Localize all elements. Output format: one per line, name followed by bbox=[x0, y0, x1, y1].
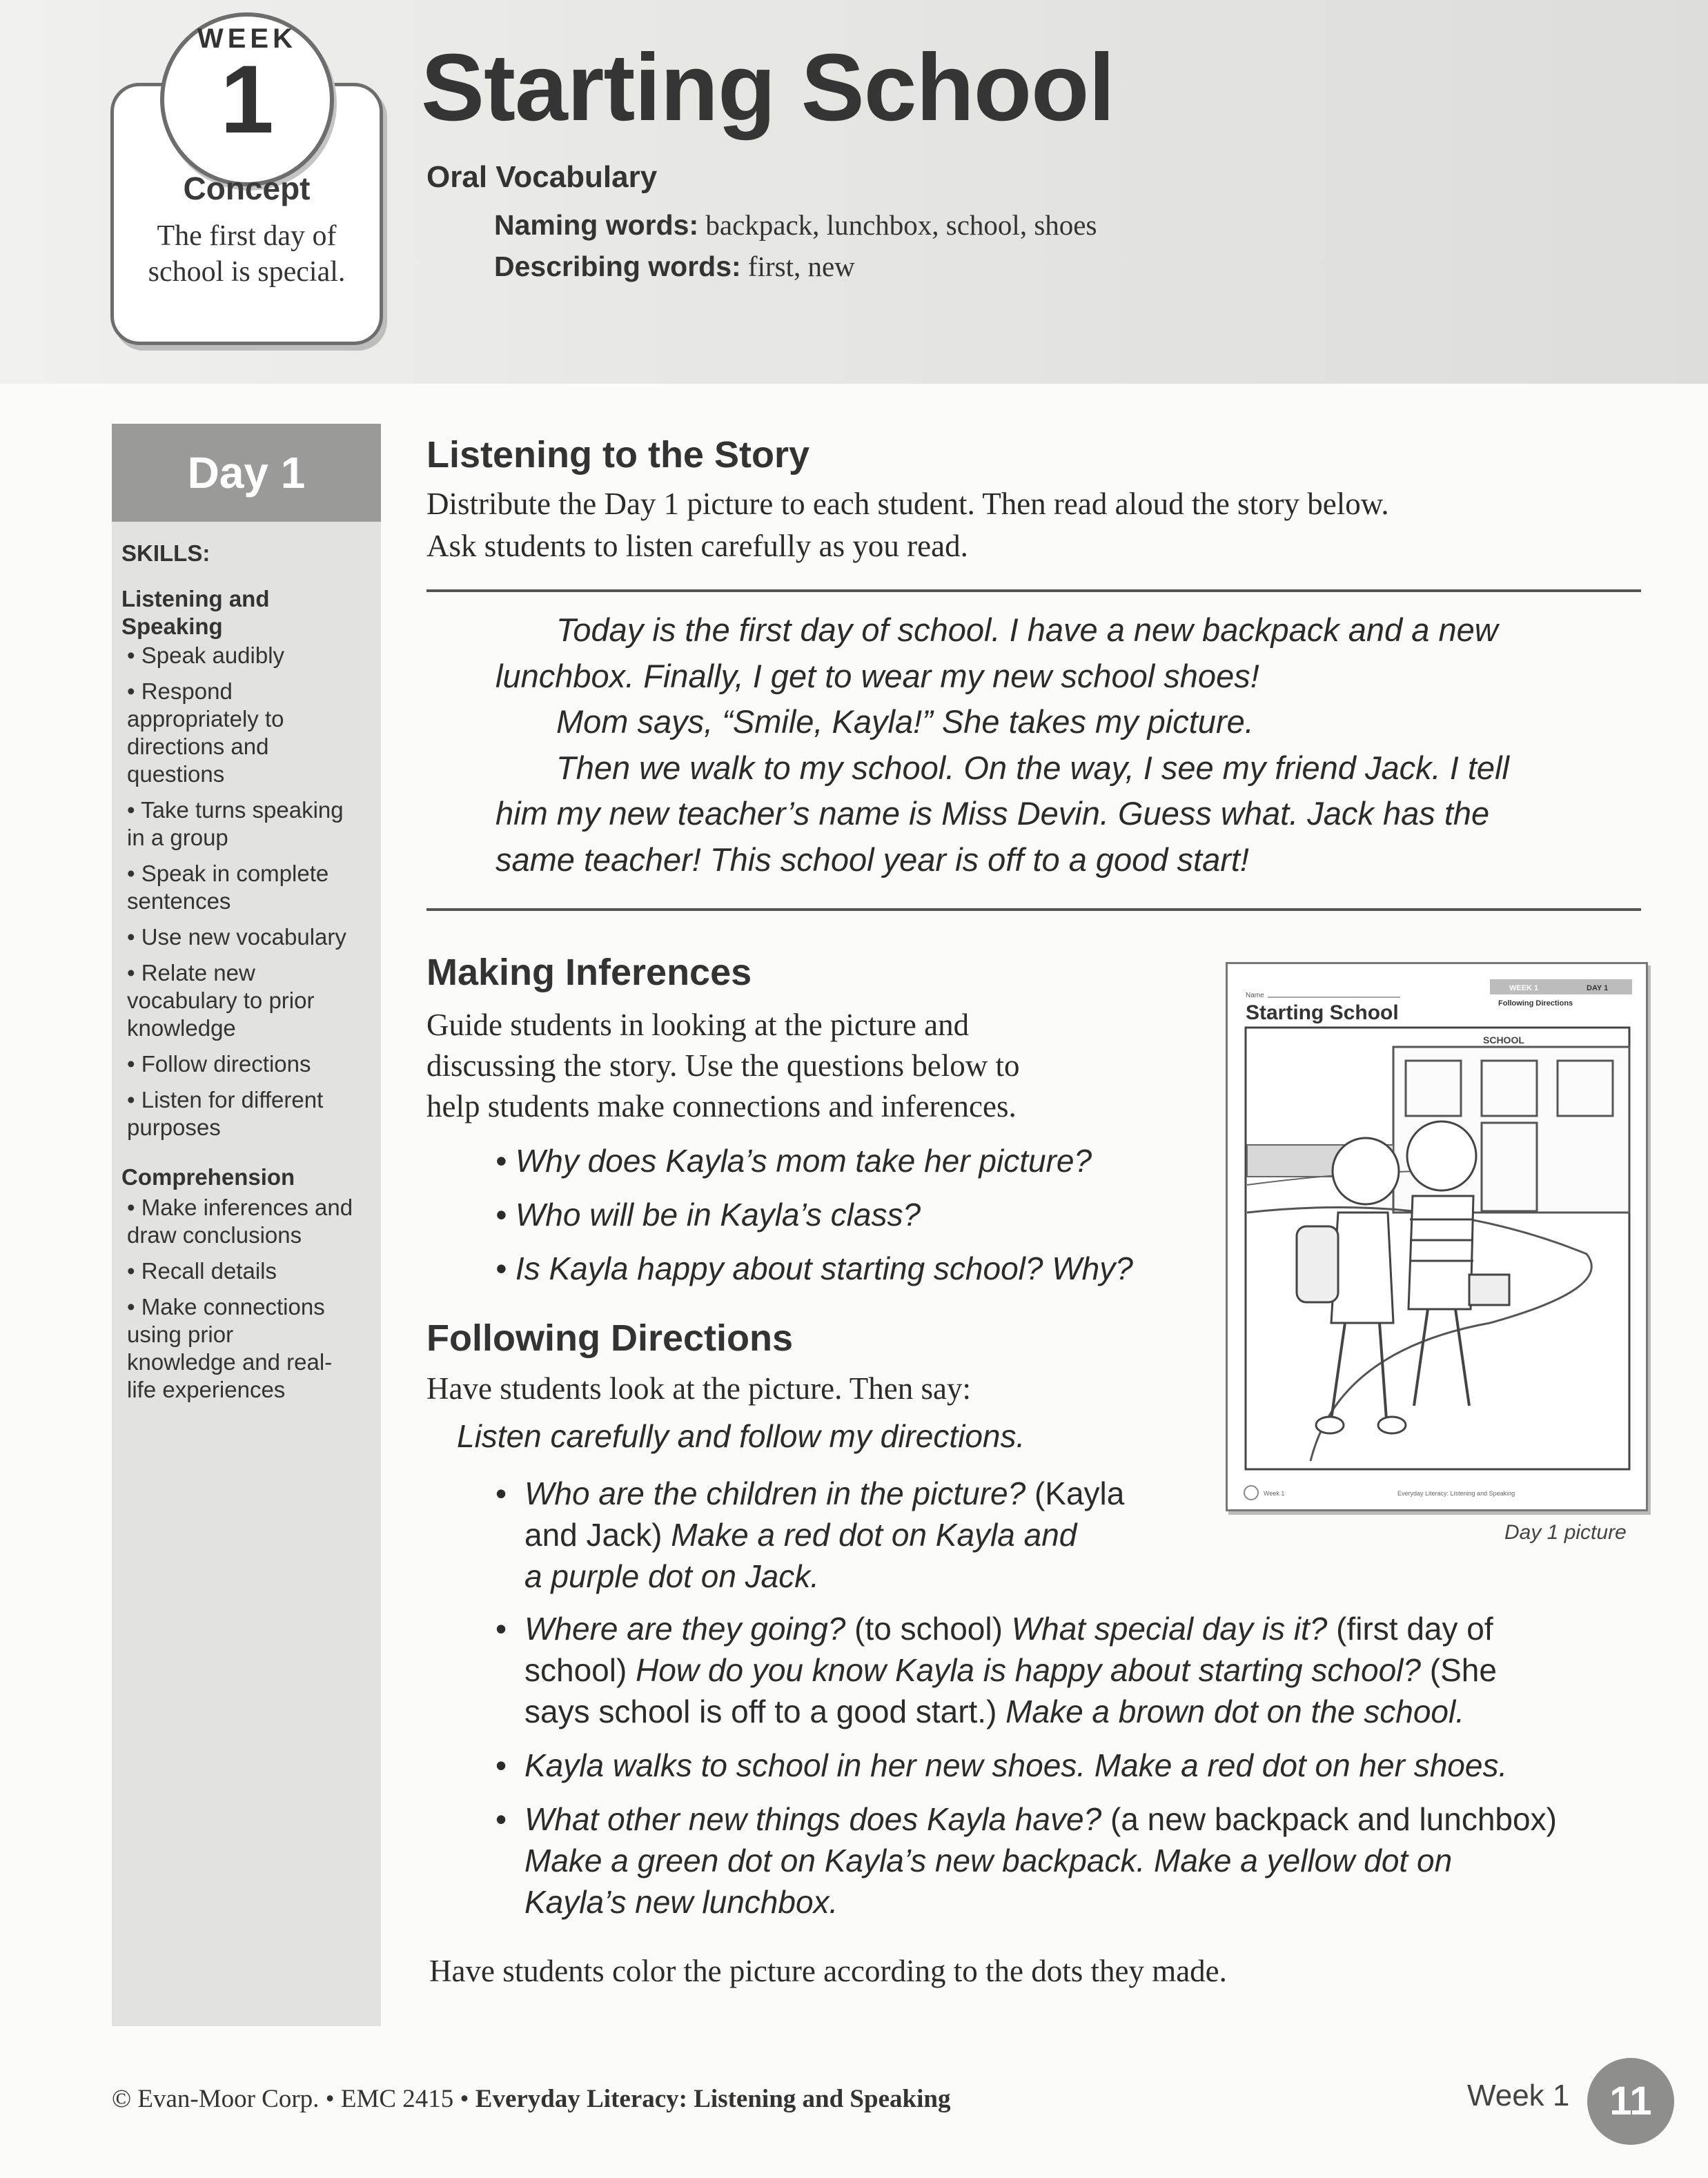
skill-line: • Make inferences and bbox=[127, 1195, 353, 1220]
direction-line bbox=[524, 1691, 1655, 1732]
direction-answer: (a new backpack and lunchbox) bbox=[1101, 1801, 1557, 1837]
logo-icon bbox=[1244, 1486, 1258, 1500]
text-line: discussing the story. Use the questions below to bbox=[426, 1048, 1020, 1083]
copyright: © Evan-Moor Corp. • EMC 2415 • bbox=[112, 2085, 475, 2113]
page-title: Starting School bbox=[421, 35, 1115, 141]
girl-head bbox=[1333, 1138, 1399, 1204]
direction-instruction: a purple dot on Jack. bbox=[524, 1558, 820, 1594]
skill-line: • Take turns speaking bbox=[127, 797, 344, 823]
direction-answer: (She bbox=[1420, 1652, 1497, 1688]
direction-question: What other new things does Kayla have? bbox=[524, 1801, 1102, 1837]
skill-item bbox=[121, 1194, 374, 1249]
skill-line: draw conclusions bbox=[127, 1222, 302, 1248]
naming-words bbox=[494, 208, 1097, 242]
day1-picture-illustration bbox=[1228, 964, 1646, 1509]
school-sign: SCHOOL bbox=[1483, 1034, 1524, 1046]
skill-line: • Speak in complete bbox=[127, 861, 329, 886]
direction-item bbox=[495, 1608, 1655, 1732]
skill-item bbox=[121, 1050, 374, 1078]
text-line: help students make connections and inferences. bbox=[426, 1089, 1017, 1124]
comprehension-heading: Comprehension bbox=[121, 1164, 295, 1190]
day-label: Day 1 bbox=[112, 424, 381, 522]
skill-line: • Listen for different bbox=[127, 1087, 324, 1112]
bullet: • bbox=[495, 1747, 507, 1783]
directions-title: Following Directions bbox=[426, 1317, 794, 1359]
inference-question: • Who will be in Kayla’s class? bbox=[495, 1197, 921, 1233]
skill-item bbox=[121, 959, 374, 1042]
listening-instructions bbox=[426, 483, 1389, 567]
skill-line: knowledge bbox=[127, 1015, 236, 1041]
inference-question: • Why does Kayla’s mom take her picture? bbox=[495, 1143, 1092, 1179]
text-line: Guide students in looking at the picture and bbox=[426, 1008, 970, 1042]
story-line: lunchbox. Finally, I get to wear my new school shoes! bbox=[495, 657, 1259, 694]
day1-picture bbox=[1226, 962, 1648, 1511]
story-line: same teacher! This school year is off to a good start! bbox=[495, 841, 1249, 878]
skill-line: purposes bbox=[127, 1115, 221, 1140]
story-line: him my new teacher’s name is Miss Devin. Guess what. Jack has the bbox=[495, 795, 1490, 832]
boy-head bbox=[1407, 1121, 1476, 1190]
story-line: Today is the first day of school. I have a new backpack and a new bbox=[556, 611, 1498, 648]
skill-line: appropriately to bbox=[127, 706, 284, 732]
oral-vocabulary-title: Oral Vocabulary bbox=[426, 160, 658, 194]
picture-title: Starting School bbox=[1246, 1001, 1399, 1024]
skill-item bbox=[121, 860, 374, 915]
bullet: • bbox=[495, 1475, 507, 1511]
book-title: Everyday Literacy: Listening and Speaking bbox=[475, 2085, 951, 2113]
direction-line bbox=[524, 1608, 1655, 1649]
skill-line: • Make connections bbox=[127, 1294, 325, 1319]
concept-line: The first day of bbox=[157, 220, 337, 252]
direction-instruction: Make a green dot on Kayla’s new backpack. Make a yellow dot on bbox=[524, 1843, 1453, 1878]
direction-item bbox=[495, 1473, 1186, 1597]
skill-item bbox=[121, 1293, 374, 1404]
direction-instruction: Kayla’s new lunchbox. bbox=[524, 1884, 838, 1920]
skill-line: life experiences bbox=[127, 1377, 286, 1402]
bullet: • bbox=[495, 1801, 507, 1837]
directions-intro: Have students look at the picture. Then say: bbox=[426, 1371, 971, 1406]
picture-footer-book: Everyday Literacy: Listening and Speaking bbox=[1397, 1490, 1515, 1497]
picture-footer-week: Week 1 bbox=[1264, 1490, 1285, 1497]
inferences-text bbox=[426, 1005, 1020, 1127]
skill-item bbox=[121, 796, 374, 852]
concept-title: Concept bbox=[183, 170, 311, 206]
direction-answer: school) bbox=[524, 1652, 636, 1688]
skill-line: questions bbox=[127, 761, 225, 787]
page-number: 11 bbox=[1587, 2058, 1674, 2145]
direction-line bbox=[524, 1881, 1669, 1923]
skill-item bbox=[121, 678, 374, 788]
skill-line: • Relate new bbox=[127, 960, 255, 985]
footer-week: Week 1 bbox=[1467, 2079, 1570, 2112]
skill-line: vocabulary to prior bbox=[127, 988, 315, 1013]
skill-line: • Respond bbox=[127, 678, 233, 704]
direction-answer: (first day of bbox=[1327, 1611, 1493, 1647]
skill-line: • Follow directions bbox=[127, 1051, 311, 1077]
girl-body bbox=[1331, 1213, 1393, 1323]
name-label: Name bbox=[1246, 992, 1264, 999]
direction-item bbox=[495, 1798, 1669, 1923]
inferences-title: Making Inferences bbox=[426, 952, 752, 993]
girl-shoe bbox=[1378, 1417, 1406, 1433]
skill-item bbox=[121, 1086, 374, 1141]
skill-line: • Use new vocabulary bbox=[127, 924, 346, 950]
direction-answer: and Jack) bbox=[524, 1517, 671, 1553]
direction-text bbox=[524, 1608, 1655, 1732]
tag-sub: Following Directions bbox=[1498, 999, 1573, 1008]
story-text bbox=[495, 607, 1586, 883]
closing-instruction: Have students color the picture according to the dots they made. bbox=[429, 1954, 1227, 1988]
skill-line: knowledge and real- bbox=[127, 1349, 333, 1375]
comprehension-skills-list bbox=[121, 1194, 374, 1404]
direction-line bbox=[524, 1649, 1655, 1691]
direction-answer: says school is off to a good start.) bbox=[524, 1694, 1006, 1729]
skill-line: sentences bbox=[127, 888, 231, 914]
direction-instruction: Kayla walks to school in her new shoes. Make a red dot on her shoes. bbox=[524, 1747, 1508, 1783]
heading-line: Listening and bbox=[121, 586, 270, 611]
concept-line: school is special. bbox=[148, 256, 346, 288]
direction-line bbox=[524, 1473, 1186, 1514]
footer-credit bbox=[112, 2084, 950, 2114]
tag-week: WEEK 1 bbox=[1509, 984, 1539, 992]
listening-skills-list bbox=[121, 642, 374, 1141]
describing-words bbox=[494, 250, 855, 283]
directions-prompt: Listen carefully and follow my directions. bbox=[457, 1418, 1025, 1454]
bullet: • bbox=[495, 1611, 507, 1647]
skill-line: • Speak audibly bbox=[127, 642, 285, 668]
naming-label: Naming words: bbox=[494, 209, 699, 241]
week-label: WEEK bbox=[197, 23, 297, 54]
story-rule-top bbox=[426, 589, 1641, 592]
instruction-line: Distribute the Day 1 picture to each student. Then read aloud the story below. bbox=[426, 487, 1389, 521]
story-rule-bottom bbox=[426, 908, 1641, 911]
direction-item bbox=[495, 1745, 1669, 1786]
direction-answer: (to school) bbox=[845, 1611, 1012, 1647]
skill-line: in a group bbox=[127, 825, 228, 850]
direction-text bbox=[524, 1473, 1186, 1597]
listening-speaking-heading bbox=[121, 585, 374, 640]
direction-question: How do you know Kayla is happy about starting school? bbox=[636, 1652, 1421, 1688]
skill-item bbox=[121, 923, 374, 951]
naming-list: backpack, lunchbox, school, shoes bbox=[698, 209, 1097, 241]
skill-line: directions and bbox=[127, 734, 269, 759]
picture-caption: Day 1 picture bbox=[1504, 1521, 1627, 1544]
week-number: 1 bbox=[220, 45, 274, 153]
boy-body bbox=[1408, 1196, 1473, 1309]
week-badge bbox=[160, 12, 334, 186]
skill-item bbox=[121, 1257, 374, 1285]
direction-question: Who are the children in the picture? bbox=[524, 1475, 1026, 1511]
describing-label: Describing words: bbox=[494, 251, 741, 282]
lunchbox bbox=[1469, 1275, 1509, 1305]
direction-answer: (Kayla bbox=[1025, 1475, 1125, 1511]
direction-text bbox=[524, 1798, 1669, 1923]
direction-question: What special day is it? bbox=[1011, 1611, 1328, 1647]
describing-list: first, new bbox=[740, 251, 855, 282]
instruction-line: Ask students to listen carefully as you read. bbox=[426, 529, 968, 563]
direction-question: Where are they going? bbox=[524, 1611, 846, 1647]
tag-day: DAY 1 bbox=[1587, 984, 1609, 992]
direction-text bbox=[524, 1745, 1669, 1786]
inference-question: • Is Kayla happy about starting school? Why? bbox=[495, 1250, 1133, 1286]
heading-line: Speaking bbox=[121, 614, 223, 639]
skill-item bbox=[121, 642, 374, 669]
story-line: Mom says, “Smile, Kayla!” She takes my picture. bbox=[556, 703, 1254, 740]
concept-text bbox=[110, 218, 383, 290]
direction-line bbox=[524, 1514, 1186, 1556]
skill-line: • Recall details bbox=[127, 1258, 277, 1284]
direction-instruction: Make a red dot on Kayla and bbox=[671, 1517, 1077, 1553]
direction-instruction: Make a brown dot on the school. bbox=[1005, 1694, 1465, 1729]
skill-line: using prior bbox=[127, 1322, 234, 1347]
direction-line bbox=[524, 1840, 1669, 1881]
story-line: Then we walk to my school. On the way, I see my friend Jack. I tell bbox=[556, 749, 1509, 786]
girl-shoe bbox=[1316, 1417, 1344, 1433]
direction-line bbox=[524, 1556, 1186, 1597]
skills-label: SKILLS: bbox=[121, 540, 210, 566]
backpack bbox=[1297, 1226, 1338, 1302]
listening-title: Listening to the Story bbox=[426, 434, 810, 475]
direction-line bbox=[524, 1798, 1669, 1840]
